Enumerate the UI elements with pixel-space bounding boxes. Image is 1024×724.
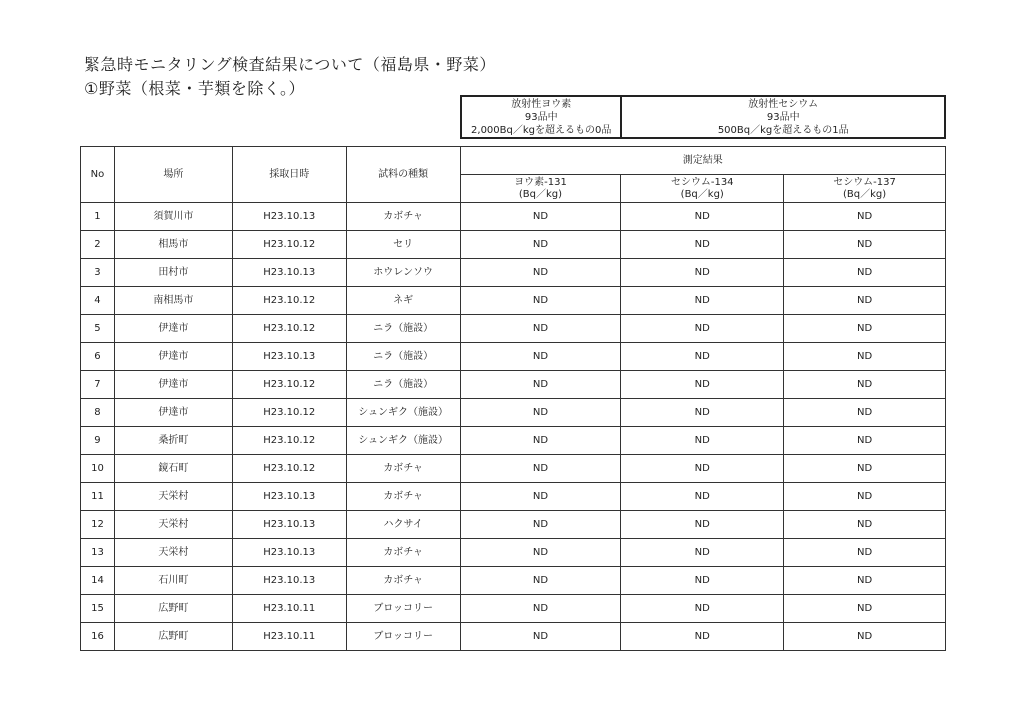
cell-date: H23.10.12 — [232, 455, 346, 483]
cell-date: H23.10.13 — [232, 483, 346, 511]
cell-date: H23.10.13 — [232, 259, 346, 287]
iodine-summary-result: 2,000Bq／kgを超えるもの0品 — [471, 124, 612, 136]
cell-sample: ハクサイ — [346, 511, 460, 539]
table-row — [81, 343, 946, 371]
cell-sample: ニラ（施設） — [346, 343, 460, 371]
cell-sample: シュンギク（施設） — [346, 427, 460, 455]
header-cs134 — [621, 175, 784, 203]
cell-cs134: ND — [621, 483, 784, 511]
cell-date: H23.10.12 — [232, 399, 346, 427]
header-result: 測定結果 — [460, 147, 945, 175]
cell-sample: セリ — [346, 231, 460, 259]
cell-sample: ブロッコリー — [346, 623, 460, 651]
cell-date: H23.10.13 — [232, 539, 346, 567]
cell-place: 伊達市 — [114, 399, 232, 427]
cell-no: 2 — [81, 231, 115, 259]
cell-place: 伊達市 — [114, 371, 232, 399]
cell-no: 10 — [81, 455, 115, 483]
cell-i131: ND — [460, 455, 621, 483]
cell-i131: ND — [460, 231, 621, 259]
cell-cs137: ND — [784, 371, 946, 399]
cell-cs137: ND — [784, 287, 946, 315]
cell-date: H23.10.12 — [232, 315, 346, 343]
cell-cs137: ND — [784, 455, 946, 483]
cell-cs137: ND — [784, 623, 946, 651]
cell-place: 伊達市 — [114, 315, 232, 343]
cell-cs137: ND — [784, 567, 946, 595]
cell-no: 5 — [81, 315, 115, 343]
header-sample: 試料の種類 — [346, 147, 460, 203]
cell-place: 天栄村 — [114, 539, 232, 567]
cell-no: 6 — [81, 343, 115, 371]
cell-i131: ND — [460, 343, 621, 371]
cell-cs137: ND — [784, 539, 946, 567]
cell-cs134: ND — [621, 567, 784, 595]
cell-cs137: ND — [784, 427, 946, 455]
cell-date: H23.10.11 — [232, 595, 346, 623]
cell-date: H23.10.13 — [232, 511, 346, 539]
cell-no: 15 — [81, 595, 115, 623]
cell-no: 11 — [81, 483, 115, 511]
cell-place: 桑折町 — [114, 427, 232, 455]
section-title: ①野菜（根菜・芋類を除く。） — [84, 79, 306, 98]
table-row — [81, 539, 946, 567]
cell-date: H23.10.12 — [232, 371, 346, 399]
cell-date: H23.10.12 — [232, 287, 346, 315]
cell-cs137: ND — [784, 511, 946, 539]
table-row — [81, 483, 946, 511]
cell-date: H23.10.12 — [232, 231, 346, 259]
cell-sample: カボチャ — [346, 203, 460, 231]
cell-i131: ND — [460, 623, 621, 651]
results-table — [80, 146, 946, 651]
cell-i131: ND — [460, 371, 621, 399]
cell-cs134: ND — [621, 203, 784, 231]
cell-date: H23.10.13 — [232, 343, 346, 371]
cell-cs134: ND — [621, 511, 784, 539]
cell-cs137: ND — [784, 315, 946, 343]
cell-place: 須賀川市 — [114, 203, 232, 231]
cell-i131: ND — [460, 315, 621, 343]
cell-cs134: ND — [621, 371, 784, 399]
table-row — [81, 567, 946, 595]
cell-i131: ND — [460, 259, 621, 287]
cell-i131: ND — [460, 399, 621, 427]
cell-no: 9 — [81, 427, 115, 455]
cell-cs134: ND — [621, 343, 784, 371]
cell-place: 相馬市 — [114, 231, 232, 259]
cell-cs137: ND — [784, 231, 946, 259]
cell-sample: ホウレンソウ — [346, 259, 460, 287]
table-row — [81, 371, 946, 399]
table-row — [81, 287, 946, 315]
header-row — [81, 147, 946, 175]
cell-no: 7 — [81, 371, 115, 399]
cell-no: 4 — [81, 287, 115, 315]
cell-cs134: ND — [621, 259, 784, 287]
summary-table — [460, 95, 946, 139]
cell-cs137: ND — [784, 259, 946, 287]
cell-place: 天栄村 — [114, 511, 232, 539]
cesium-summary-label: 放射性セシウム — [748, 98, 819, 110]
header-cs134-label: セシウム-134 — [670, 176, 734, 188]
cell-sample: カボチャ — [346, 539, 460, 567]
cell-i131: ND — [460, 567, 621, 595]
cell-date: H23.10.11 — [232, 623, 346, 651]
cell-cs137: ND — [784, 399, 946, 427]
cell-cs137: ND — [784, 595, 946, 623]
table-row — [81, 231, 946, 259]
cell-no: 8 — [81, 399, 115, 427]
cell-sample: ブロッコリー — [346, 595, 460, 623]
cell-sample: ネギ — [346, 287, 460, 315]
cell-i131: ND — [460, 287, 621, 315]
header-cs134-unit: (Bq／kg) — [680, 188, 724, 200]
cell-cs134: ND — [621, 455, 784, 483]
cell-sample: ニラ（施設） — [346, 371, 460, 399]
document-title: 緊急時モニタリング検査結果について（福島県・野菜） — [84, 55, 496, 74]
cell-place: 広野町 — [114, 595, 232, 623]
cell-i131: ND — [460, 427, 621, 455]
cesium-summary-result: 500Bq／kgを超えるもの1品 — [717, 124, 849, 136]
cell-place: 伊達市 — [114, 343, 232, 371]
cell-no: 13 — [81, 539, 115, 567]
cell-place: 広野町 — [114, 623, 232, 651]
header-cs137-unit: (Bq／kg) — [843, 188, 887, 200]
cell-cs134: ND — [621, 623, 784, 651]
cell-cs134: ND — [621, 231, 784, 259]
iodine-summary-cell — [461, 96, 621, 138]
cell-no: 1 — [81, 203, 115, 231]
table-row — [81, 595, 946, 623]
iodine-summary-count: 93品中 — [524, 111, 558, 123]
cell-cs137: ND — [784, 483, 946, 511]
cell-i131: ND — [460, 511, 621, 539]
cell-place: 鏡石町 — [114, 455, 232, 483]
cell-i131: ND — [460, 595, 621, 623]
header-cs137 — [784, 175, 946, 203]
table-row — [81, 623, 946, 651]
header-i131-unit: (Bq／kg) — [518, 188, 563, 200]
cell-place: 天栄村 — [114, 483, 232, 511]
cell-i131: ND — [460, 203, 621, 231]
cell-i131: ND — [460, 483, 621, 511]
cesium-summary-cell — [621, 96, 945, 138]
cell-cs134: ND — [621, 427, 784, 455]
cell-cs137: ND — [784, 343, 946, 371]
cell-date: H23.10.13 — [232, 567, 346, 595]
cell-sample: カボチャ — [346, 567, 460, 595]
cell-cs134: ND — [621, 315, 784, 343]
table-row — [81, 203, 946, 231]
cell-sample: カボチャ — [346, 483, 460, 511]
table-row — [81, 455, 946, 483]
cell-sample: シュンギク（施設） — [346, 399, 460, 427]
table-row — [81, 259, 946, 287]
header-no: No — [81, 147, 115, 203]
cell-sample: カボチャ — [346, 455, 460, 483]
cell-place: 南相馬市 — [114, 287, 232, 315]
table-row — [81, 315, 946, 343]
cell-sample: ニラ（施設） — [346, 315, 460, 343]
cell-cs134: ND — [621, 539, 784, 567]
header-date: 採取日時 — [232, 147, 346, 203]
cesium-summary-count: 93品中 — [766, 111, 800, 123]
cell-place: 石川町 — [114, 567, 232, 595]
cell-cs134: ND — [621, 287, 784, 315]
header-i131 — [460, 175, 621, 203]
cell-date: H23.10.12 — [232, 427, 346, 455]
cell-no: 16 — [81, 623, 115, 651]
cell-cs137: ND — [784, 203, 946, 231]
table-row — [81, 399, 946, 427]
cell-no: 14 — [81, 567, 115, 595]
cell-cs134: ND — [621, 595, 784, 623]
header-cs137-label: セシウム-137 — [833, 176, 896, 188]
cell-cs134: ND — [621, 399, 784, 427]
cell-place: 田村市 — [114, 259, 232, 287]
cell-no: 12 — [81, 511, 115, 539]
iodine-summary-label: 放射性ヨウ素 — [511, 98, 572, 110]
cell-i131: ND — [460, 539, 621, 567]
header-i131-label: ヨウ素-131 — [514, 176, 567, 188]
cell-date: H23.10.13 — [232, 203, 346, 231]
header-place: 場所 — [114, 147, 232, 203]
table-row — [81, 511, 946, 539]
cell-no: 3 — [81, 259, 115, 287]
table-row — [81, 427, 946, 455]
